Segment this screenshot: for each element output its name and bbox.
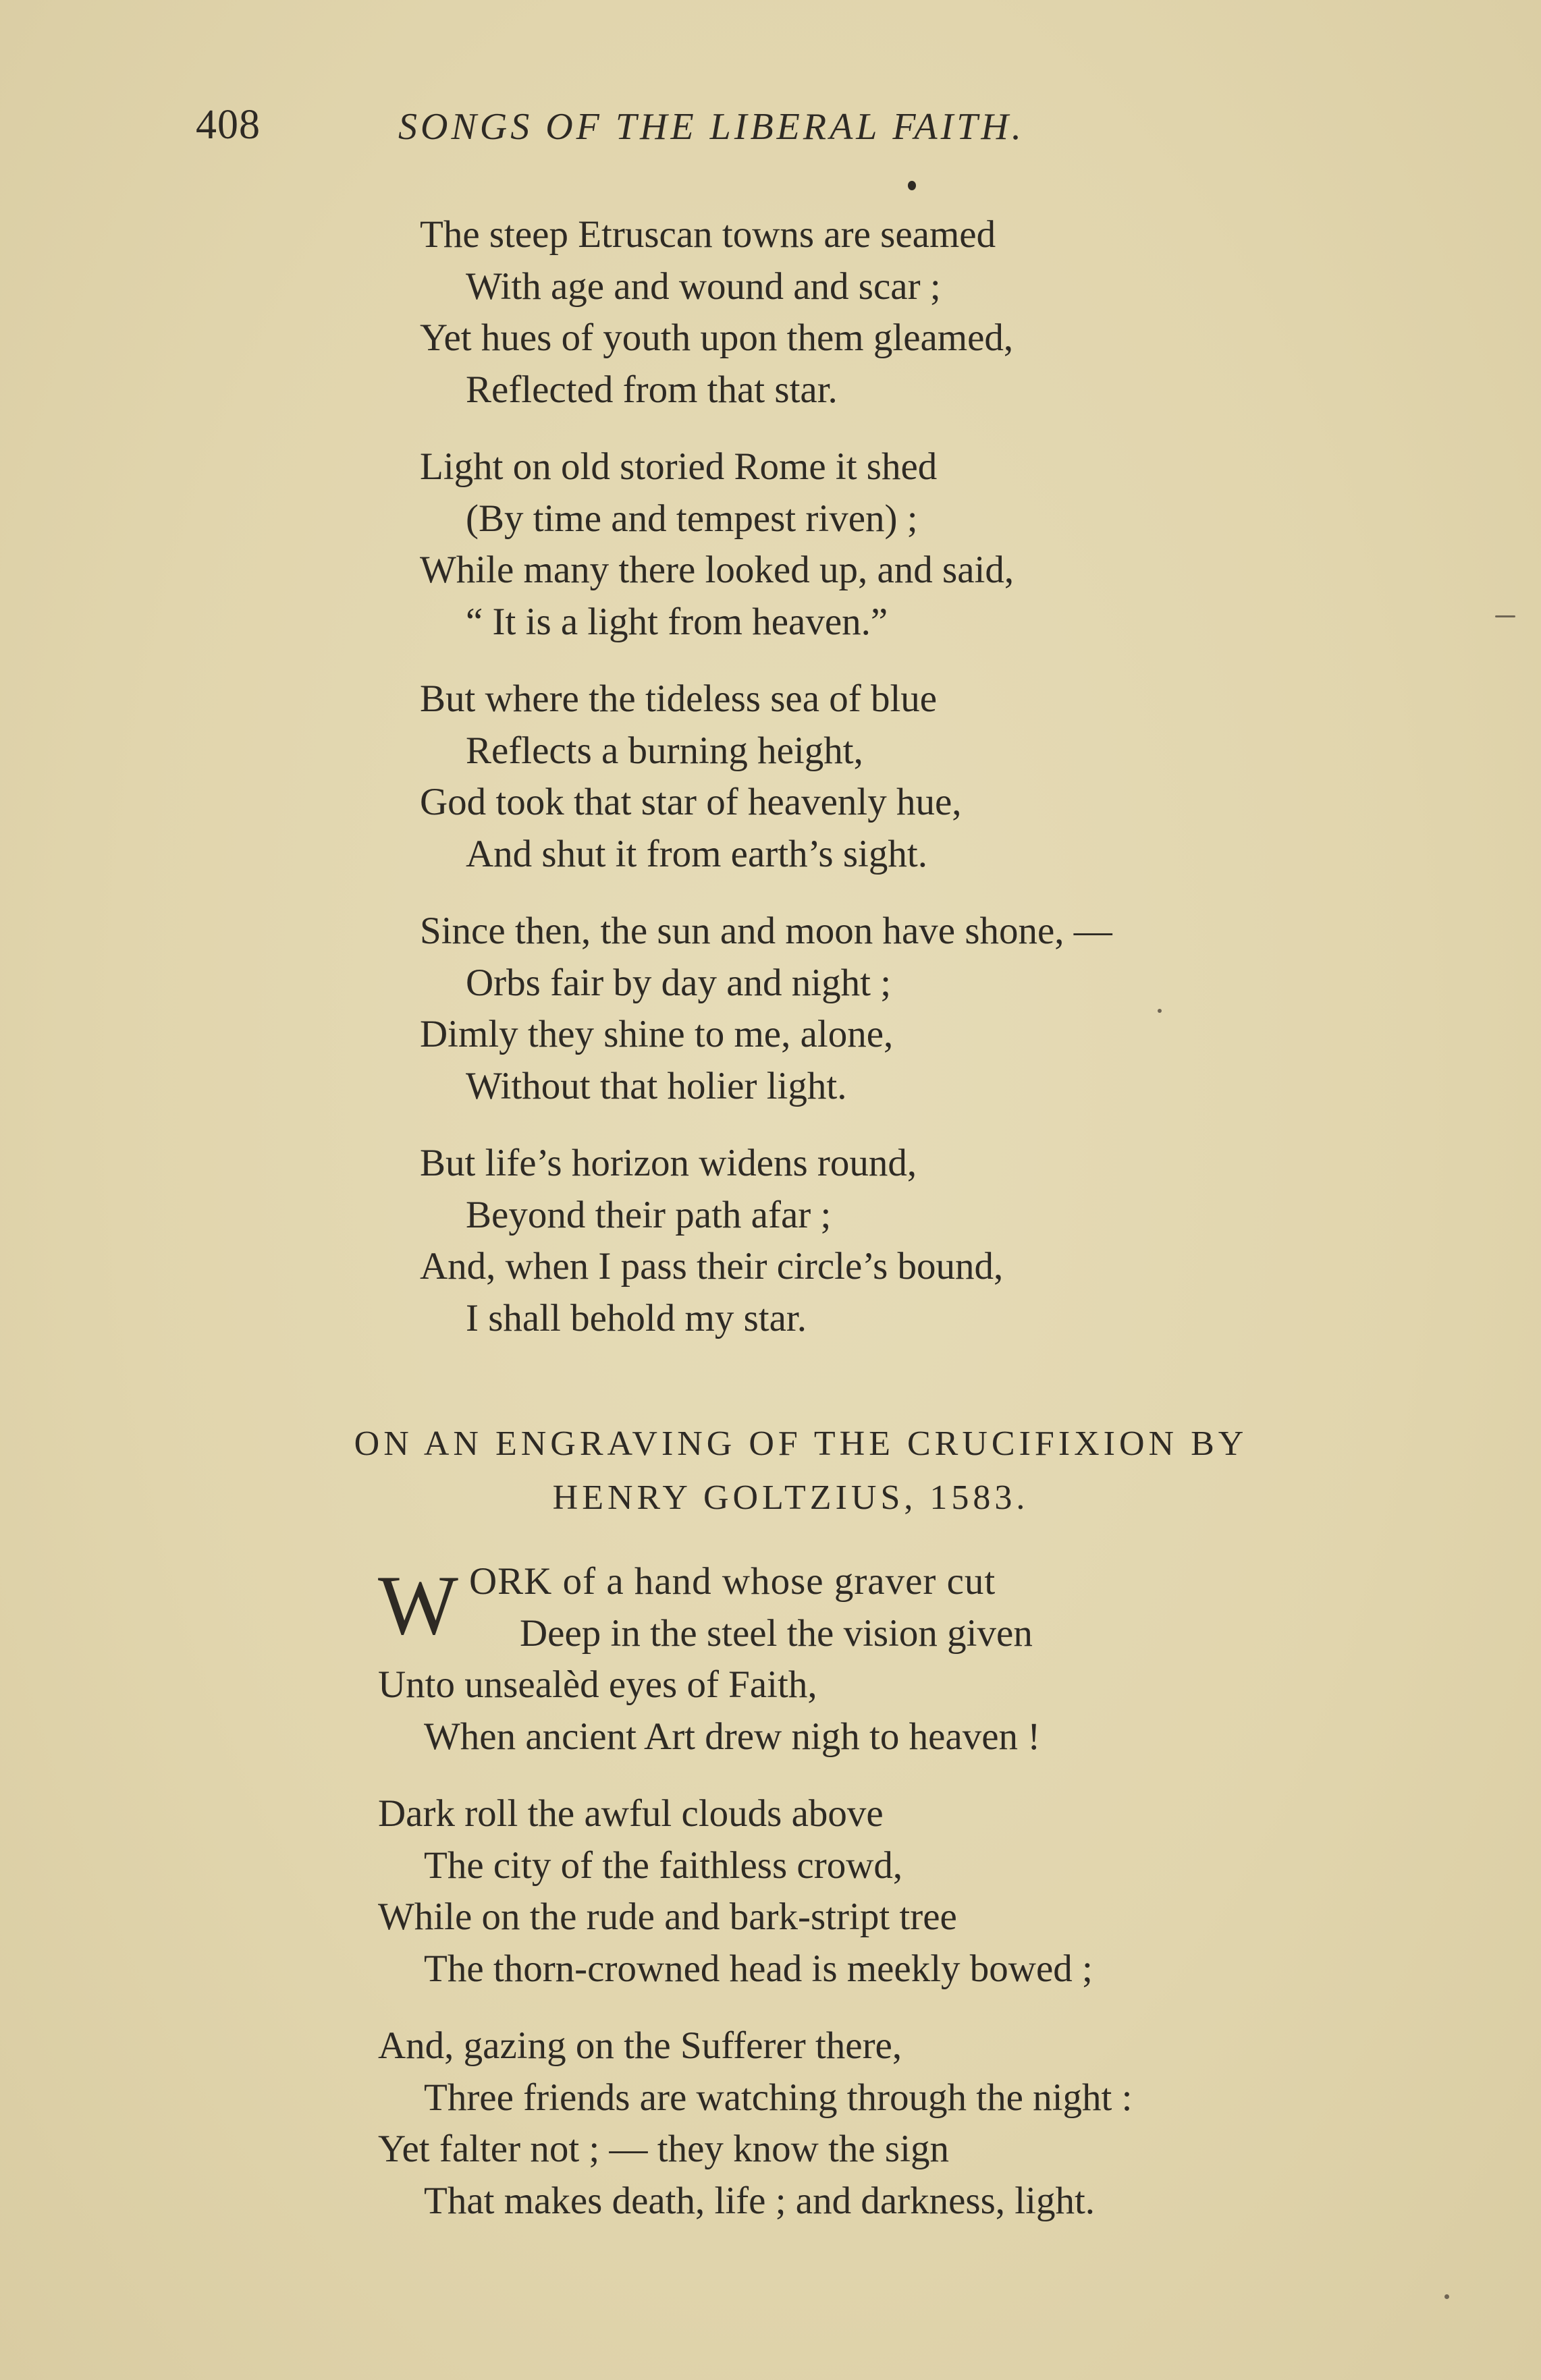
poem-goltzius bbox=[378, 1556, 1132, 2252]
stanza bbox=[420, 1138, 1112, 1344]
verse-line: Unto unsealèd eyes of Faith, bbox=[378, 1663, 817, 1706]
verse-line: Beyond their path afar ; bbox=[466, 1193, 832, 1236]
running-title: SONGS OF THE LIBERAL FAITH. bbox=[398, 106, 1025, 148]
stanza bbox=[420, 906, 1112, 1112]
stanza bbox=[420, 209, 1112, 416]
verse-line-text: ORK of a hand whose graver cut bbox=[469, 1560, 996, 1603]
verse-line: Deep in the steel the vision given bbox=[520, 1611, 1033, 1655]
verse-line: Yet falter not ; — they know the sign bbox=[378, 2128, 949, 2170]
paper-speck bbox=[1495, 615, 1515, 617]
stanza bbox=[420, 441, 1112, 648]
verse-line: While on the rude and bark-stript tree bbox=[378, 1895, 957, 1938]
verse-line: “ It is a light from heaven.” bbox=[466, 600, 888, 643]
verse-line: Without that holier light. bbox=[466, 1064, 847, 1107]
verse-line: Light on old storied Rome it shed bbox=[420, 445, 938, 488]
stanza bbox=[378, 1556, 1132, 1763]
verse-line: With age and wound and scar ; bbox=[466, 265, 941, 308]
page-number: 408 bbox=[196, 102, 261, 148]
verse-line: Dark roll the awful clouds above bbox=[378, 1792, 884, 1835]
verse-line: While many there looked up, and said, bbox=[420, 549, 1015, 591]
verse-line: Dimly they shine to me, alone, bbox=[420, 1013, 894, 1055]
verse-line: I shall behold my star. bbox=[466, 1296, 807, 1339]
verse-line: The city of the faithless crowd, bbox=[424, 1844, 903, 1887]
paper-speck bbox=[1444, 2294, 1449, 2299]
verse-line: Three friends are watching through the night : bbox=[424, 2076, 1133, 2119]
stanza bbox=[378, 2020, 1132, 2227]
verse-line: And, gazing on the Sufferer there, bbox=[378, 2024, 902, 2067]
verse-line: But where the tideless sea of blue bbox=[420, 677, 938, 720]
poem-title-line: HENRY GOLTZIUS, 1583. bbox=[552, 1478, 1029, 1517]
stanza bbox=[378, 1788, 1132, 1995]
verse-line: (By time and tempest riven) ; bbox=[466, 497, 918, 540]
verse-line: Reflects a burning height, bbox=[466, 729, 863, 772]
verse-line: Yet hues of youth upon them gleamed, bbox=[420, 316, 1014, 359]
page-header bbox=[0, 101, 1541, 155]
drop-cap: W bbox=[378, 1559, 458, 1653]
verse-line: The steep Etruscan towns are seamed bbox=[420, 213, 996, 256]
ink-dot bbox=[908, 181, 916, 190]
verse-line: God took that star of heavenly hue, bbox=[420, 781, 962, 823]
verse-line: Since then, the sun and moon have shone, — bbox=[420, 910, 1112, 952]
verse-line: Reflected from that star. bbox=[466, 368, 838, 411]
poem-title bbox=[0, 1417, 1541, 1525]
paper-speck bbox=[1158, 1009, 1162, 1013]
stanza bbox=[420, 673, 1112, 880]
poem-star bbox=[420, 209, 1112, 1370]
poem-title-line: ON AN ENGRAVING OF THE CRUCIFIXION BY bbox=[354, 1424, 1248, 1463]
verse-line: That makes death, life ; and darkness, light. bbox=[424, 2179, 1096, 2222]
verse-line: When ancient Art drew nigh to heaven ! bbox=[424, 1715, 1041, 1758]
verse-line: Orbs fair by day and night ; bbox=[466, 961, 892, 1004]
verse-line: And, when I pass their circle’s bound, bbox=[420, 1245, 1004, 1288]
verse-line: But life’s horizon widens round, bbox=[420, 1142, 917, 1184]
verse-line: And shut it from earth’s sight. bbox=[466, 832, 927, 875]
verse-line: The thorn-crowned head is meekly bowed ; bbox=[424, 1947, 1093, 1990]
